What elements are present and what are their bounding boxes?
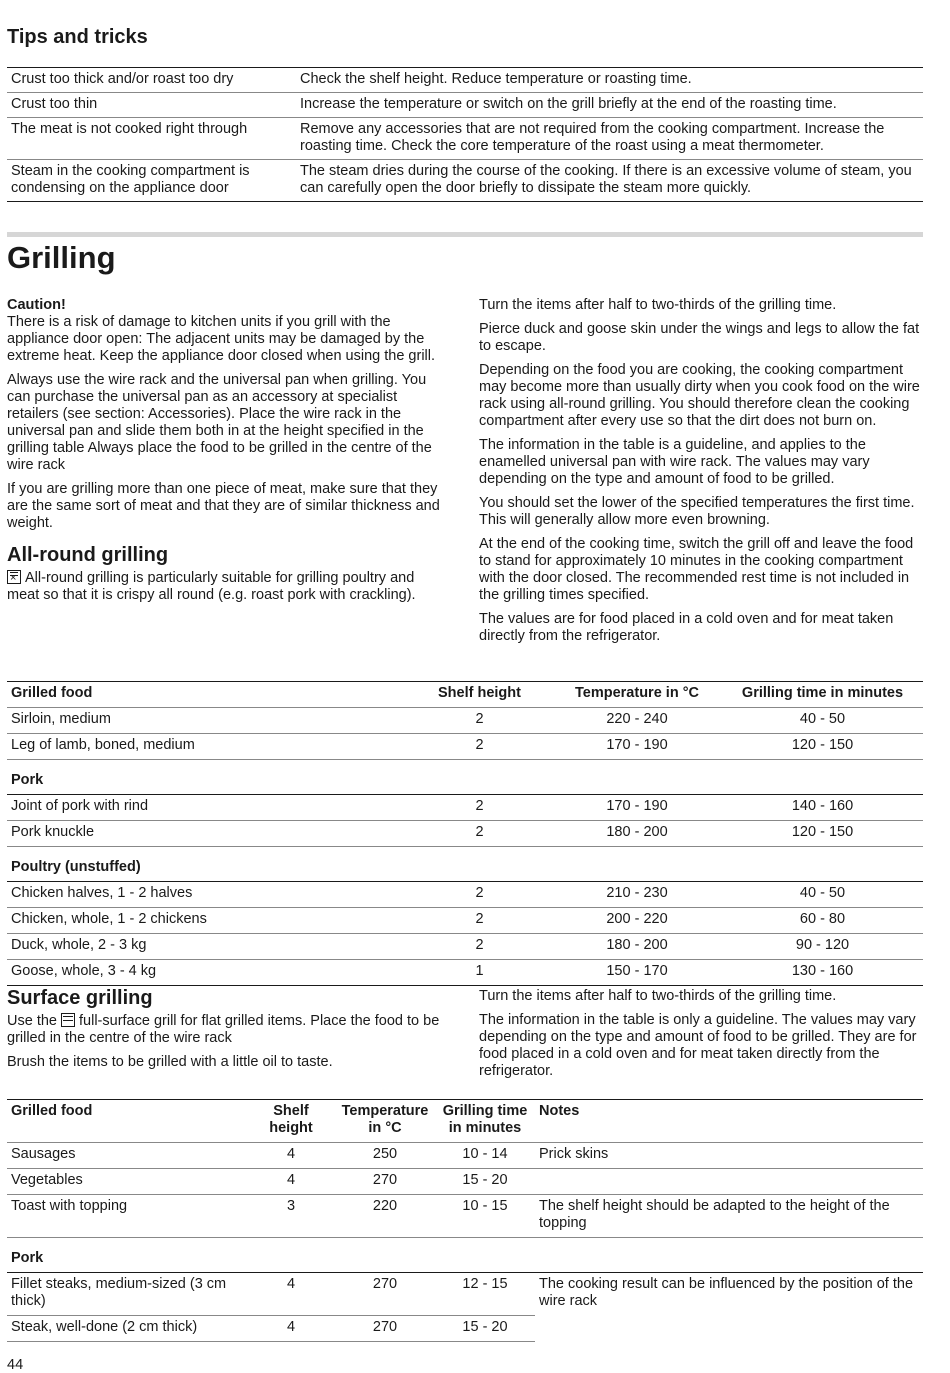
surface-left-column	[7, 986, 449, 1078]
surface-title: Surface grilling	[7, 987, 153, 1009]
cell-notes: The shelf height should be adapted to the height of the topping	[535, 1195, 923, 1238]
cell-temp: 180 - 200	[552, 821, 722, 847]
cell-temp: 200 - 220	[552, 908, 722, 934]
category-poultry: Poultry (unstuffed)	[7, 847, 923, 882]
tips-solution: Increase the temperature or switch on the grill briefly at the end of the roasting time.	[296, 93, 923, 118]
cell-shelf: 4	[247, 1273, 335, 1316]
cell-food: Leg of lamb, boned, medium	[7, 734, 407, 760]
cell-temp: 250	[335, 1143, 435, 1169]
surface-right-column	[479, 988, 921, 1087]
paragraph: The information in the table is only a guideline. The values may vary depending on the type and amount of food to be grilled. They are for food placed in a cold oven and for meat taken directly from the refrigerator.	[479, 1012, 917, 1079]
tips-problem: The meat is not cooked right through	[7, 118, 296, 160]
cell-time: 10 - 14	[435, 1143, 535, 1169]
cell-shelf: 4	[247, 1143, 335, 1169]
cell-notes	[535, 1169, 923, 1195]
table-row	[7, 821, 923, 847]
table-row	[7, 1169, 923, 1195]
cell-shelf: 3	[247, 1195, 335, 1238]
header-grilling-time	[435, 1100, 535, 1143]
category-pork: Pork	[7, 760, 923, 795]
cell-shelf: 2	[407, 821, 552, 847]
cell-food: Sausages	[7, 1143, 247, 1169]
cell-notes	[535, 1316, 923, 1342]
paragraph: Always use the wire rack and the universal pan when grilling. You can purchase the universal pan as an accessory at specialist retailers (see section: Accessories). Place the wire rack in the universal pan and slide them both in at the height specified in the grilling table Always place the food to be grilled in the centre of the wire rack	[7, 372, 432, 473]
grilling-left-column	[7, 297, 449, 611]
category-row	[7, 1238, 923, 1273]
cell-shelf: 2	[407, 882, 552, 908]
table-row	[7, 1195, 923, 1238]
tips-title: Tips and tricks	[7, 26, 148, 48]
cell-shelf: 4	[247, 1316, 335, 1342]
cell-shelf: 1	[407, 960, 552, 986]
table-row	[7, 1316, 923, 1342]
cell-time: 60 - 80	[722, 908, 923, 934]
cell-time: 140 - 160	[722, 795, 923, 821]
all-round-grill-icon	[7, 570, 21, 584]
cell-time: 90 - 120	[722, 934, 923, 960]
allround-grilling-table	[7, 681, 923, 986]
header-temperature	[335, 1100, 435, 1143]
cell-temp: 270	[335, 1169, 435, 1195]
cell-temp: 270	[335, 1273, 435, 1316]
header-temp-line2: in °C	[368, 1120, 402, 1136]
surface-text	[7, 1013, 449, 1047]
paragraph: The information in the table is a guideline, and applies to the enamelled universal pan with wire rack. The values may vary depending on the type and amount of food to be grilled.	[479, 437, 870, 487]
cell-food: Fillet steaks, medium-sized (3 cm thick)	[7, 1273, 247, 1316]
cell-time: 15 - 20	[435, 1316, 535, 1342]
header-shelf-height: Shelf height	[407, 682, 552, 708]
grilling-title: Grilling	[7, 240, 116, 275]
header-shelf-line1: Shelf	[273, 1103, 309, 1119]
paragraph: At the end of the cooking time, switch the grill off and leave the food to stand for approximately 10 minutes in the cooking compartment with the door closed. The recommended rest time is not included in the grilling times specified.	[479, 536, 914, 603]
table-row	[7, 1143, 923, 1169]
cell-time: 120 - 150	[722, 734, 923, 760]
header-grilled-food: Grilled food	[7, 682, 407, 708]
category-pork: Pork	[7, 1238, 923, 1273]
cell-food: Vegetables	[7, 1169, 247, 1195]
cell-temp: 150 - 170	[552, 960, 722, 986]
cell-notes: The cooking result can be influenced by the position of the wire rack	[535, 1273, 923, 1316]
table-header-row	[7, 682, 923, 708]
cell-temp: 170 - 190	[552, 734, 722, 760]
paragraph: If you are grilling more than one piece of meat, make sure that they are the same sort of meat and that they are of similar thickness and weight.	[7, 481, 440, 531]
category-row	[7, 760, 923, 795]
cell-time: 40 - 50	[722, 708, 923, 734]
cell-time: 12 - 15	[435, 1273, 535, 1316]
page-number: 44	[7, 1357, 24, 1373]
header-grilling-time: Grilling time in minutes	[722, 682, 923, 708]
table-row	[7, 93, 923, 118]
surface-text-2: Brush the items to be grilled with a little oil to taste.	[7, 1054, 333, 1070]
header-time-line2: in minutes	[448, 1120, 522, 1136]
cell-shelf: 2	[407, 708, 552, 734]
paragraph: Turn the items after half to two-thirds of the grilling time.	[479, 297, 837, 313]
table-row	[7, 734, 923, 760]
header-grilled-food: Grilled food	[7, 1100, 247, 1143]
allround-text-content: All-round grilling is particularly suitable for grilling poultry and meat so that it is crispy all round (e.g. roast pork with crackling).	[7, 570, 416, 603]
tips-problem: Crust too thick and/or roast too dry	[11, 71, 234, 87]
cell-shelf: 4	[247, 1169, 335, 1195]
cell-shelf: 2	[407, 934, 552, 960]
table-row	[7, 934, 923, 960]
section-divider	[7, 232, 923, 237]
table-row	[7, 1273, 923, 1316]
cell-temp: 270	[335, 1316, 435, 1342]
cell-time: 130 - 160	[722, 960, 923, 986]
header-shelf-line2: height	[269, 1120, 313, 1136]
paragraph: The values are for food placed in a cold oven and for meat taken directly from the refrigerator.	[479, 611, 894, 644]
surface-grilling-table	[7, 1099, 923, 1342]
table-row	[7, 882, 923, 908]
cell-time: 120 - 150	[722, 821, 923, 847]
header-temp-line1: Temperature	[341, 1103, 429, 1119]
header-shelf-height	[247, 1100, 335, 1143]
table-row	[7, 960, 923, 986]
cell-temp: 210 - 230	[552, 882, 722, 908]
cell-shelf: 2	[407, 908, 552, 934]
cell-food: Duck, whole, 2 - 3 kg	[7, 934, 407, 960]
tips-problem: Crust too thin	[7, 93, 296, 118]
header-time-line1: Grilling time	[442, 1103, 528, 1119]
cell-shelf: 2	[407, 734, 552, 760]
surface-text-start: Use the	[7, 1013, 57, 1029]
cell-time: 15 - 20	[435, 1169, 535, 1195]
category-row	[7, 847, 923, 882]
caution-text: There is a risk of damage to kitchen units if you grill with the appliance door open: The adjacent units may be damaged by the extreme heat. Keep the appliance door closed when using the grill.	[7, 314, 436, 364]
allround-title: All-round grilling	[7, 544, 169, 566]
cell-temp: 180 - 200	[552, 934, 722, 960]
tips-solution: The steam dries during the course of the cooking. If there is an excessive volume of steam, you can carefully open the door briefly to dissipate the steam more quickly.	[296, 160, 923, 202]
tips-solution: Check the shelf height. Reduce temperature or roasting time.	[300, 71, 692, 87]
cell-temp: 220	[335, 1195, 435, 1238]
cell-food: Chicken halves, 1 - 2 halves	[7, 882, 407, 908]
table-row	[7, 68, 923, 93]
header-temperature: Temperature in °C	[552, 682, 722, 708]
cell-food: Sirloin, medium	[7, 708, 407, 734]
cell-food: Steak, well-done (2 cm thick)	[7, 1316, 247, 1342]
table-row	[7, 118, 923, 160]
cell-food: Joint of pork with rind	[7, 795, 407, 821]
paragraph: Turn the items after half to two-thirds of the grilling time.	[479, 988, 837, 1004]
table-row	[7, 160, 923, 202]
table-row	[7, 708, 923, 734]
cell-food: Chicken, whole, 1 - 2 chickens	[7, 908, 407, 934]
cell-temp: 170 - 190	[552, 795, 722, 821]
cell-food: Goose, whole, 3 - 4 kg	[7, 960, 407, 986]
table-header-row	[7, 1100, 923, 1143]
cell-food: Toast with topping	[7, 1195, 247, 1238]
allround-text	[7, 570, 449, 604]
paragraph: Depending on the food you are cooking, the cooking compartment may become more than usually dirty when you cook food on the wire rack using all-round grilling. You should therefore clean the cooking compartment after every use so that the dirt does not burn on.	[479, 362, 920, 429]
header-notes: Notes	[535, 1100, 923, 1143]
table-row	[7, 795, 923, 821]
paragraph: Pierce duck and goose skin under the wings and legs to allow the fat to escape.	[479, 321, 920, 354]
tips-problem: Steam in the cooking compartment is condensing on the appliance door	[7, 160, 296, 202]
cell-time: 40 - 50	[722, 882, 923, 908]
caution-label: Caution!	[7, 297, 66, 313]
cell-food: Pork knuckle	[7, 821, 407, 847]
cell-shelf: 2	[407, 795, 552, 821]
tips-solution: Remove any accessories that are not required from the cooking compartment. Increase the roasting time. Check the core temperature of the roast using a meat thermometer.	[296, 118, 923, 160]
cell-time: 10 - 15	[435, 1195, 535, 1238]
grilling-right-column	[479, 297, 921, 652]
cell-notes: Prick skins	[535, 1143, 923, 1169]
paragraph: You should set the lower of the specified temperatures the first time. This will generally allow more even browning.	[479, 495, 915, 528]
full-surface-grill-icon	[61, 1013, 75, 1027]
cell-temp: 220 - 240	[552, 708, 722, 734]
table-row	[7, 908, 923, 934]
tips-table	[7, 67, 923, 202]
surface-text-end: full-surface grill for flat grilled items. Place the food to be grilled in the centre of the wire rack	[7, 1013, 440, 1046]
